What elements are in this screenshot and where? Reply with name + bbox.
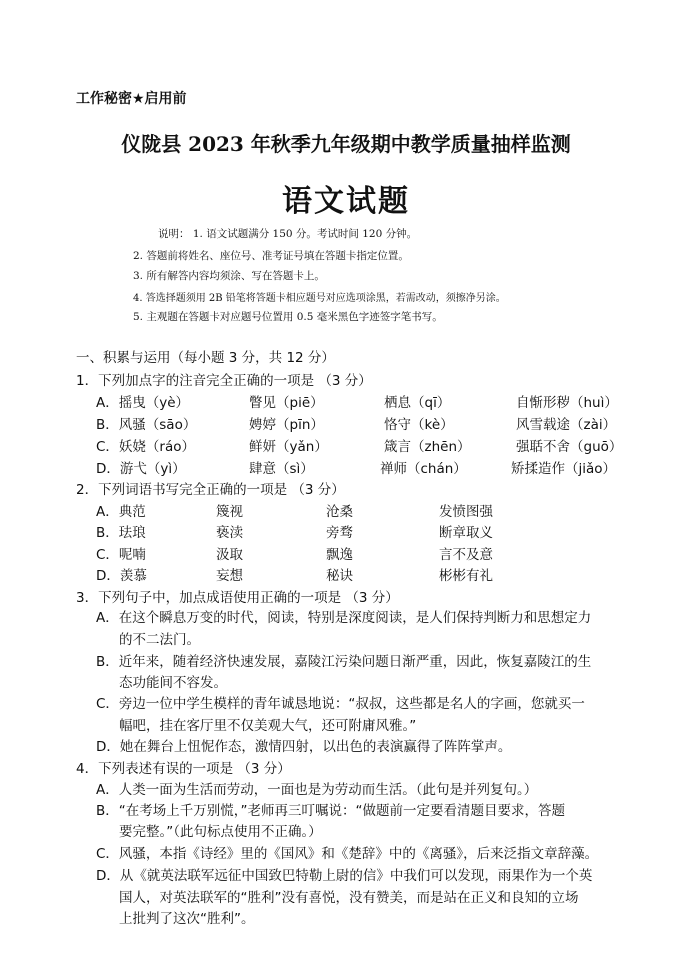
option-cell: B．珐琅 [96,525,146,541]
option-cell: 自惭形秽（huì） [516,395,618,411]
confidential-mark: 工作秘密★启用前 [76,91,187,107]
instruction-line: 2. 答题前将姓名、座位号、准考证号填在答题卡指定位置。 [133,250,409,262]
option-cell: 飘逸 [326,547,353,563]
option-cell: 风雪载途（zài） [516,417,617,433]
option-cell: 发愤图强 [439,504,493,520]
option-line: A．在这个瞬息万变的时代，阅读，特别是深度阅读，是人们保持判断力和思想定力 [96,610,592,626]
option-line: 上批判了这次“胜利”。 [119,911,255,927]
exam-title: 仪陇县 2023 年秋季九年级期中教学质量抽样监测 [121,132,571,156]
instruction-line: 5. 主观题在答题卡对应题号位置用 0.5 毫米黑色字迹签字笔书写。 [133,311,443,323]
question-stem: 4．下列表述有误的一项是 （3 分） [76,761,291,777]
option-line: A．人类一面为生活而劳动，一面也是为劳动而生活。（此句是并列复句。） [96,782,538,798]
option-cell: 亵渎 [216,525,243,541]
option-cell: B．风骚（sāo） [96,417,197,433]
option-cell: 旁骛 [326,525,353,541]
option-cell: 沧桑 [326,504,353,520]
option-cell: A．摇曳（yè） [96,395,190,411]
option-line: 要完整。”（此句标点使用不正确。） [119,824,322,840]
question-stem: 3．下列句子中，加点成语使用正确的一项是 （3 分） [76,590,399,606]
option-line: B．近年来，随着经济快速发展，嘉陵江污染问题日渐严重，因此，恢复嘉陵江的生 [96,654,592,670]
question-stem: 1．下列加点字的注音完全正确的一项是 （3 分） [76,373,372,389]
option-cell: 娉婷（pīn） [249,417,324,433]
option-line: 的不二法门。 [119,632,200,648]
option-cell: 箴言（zhēn） [384,439,471,455]
option-cell: 鲜妍（yǎn） [249,439,328,455]
instruction-line: 说明： 1. 语文试题满分 150 分。考试时间 120 分钟。 [158,228,418,240]
option-cell: 言不及意 [439,547,493,563]
option-line: 幅吧，挂在客厅里不仅美观大气，还可附庸风雅。” [119,718,417,734]
option-cell: 断章取义 [439,525,493,541]
question-stem: 2．下列词语书写完全正确的一项是 （3 分） [76,482,345,498]
instruction-line: 4. 答选择题须用 2B 铅笔将答题卡相应题号对应选项涂黑，若需改动，须擦净另涂。 [133,293,506,304]
option-cell: D．羡慕 [96,568,147,584]
option-line: D．她在舞台上忸怩作态，激情四射，以出色的表演赢得了阵阵掌声。 [96,739,512,755]
instruction-line: 3. 所有解答内容均须涂、写在答题卡上。 [133,270,325,282]
section-heading: 一、积累与运用（每小题 3 分，共 12 分） [76,350,335,366]
option-line: C．风骚，本指《诗经》里的《国风》和《楚辞》中的《离骚》，后来泛指文章辞藻。 [96,846,599,862]
option-line: 态功能间不容发。 [119,675,227,691]
option-cell: 强聒不舍（guō） [516,439,623,455]
option-cell: 肆意（sì） [249,461,314,477]
option-cell: 汲取 [216,547,243,563]
option-cell: 栖息（qī） [384,395,451,411]
option-cell: 矫揉造作（jiǎo） [511,461,617,477]
option-cell: 妄想 [216,568,243,584]
exam-subtitle: 语文试题 [282,184,410,219]
option-cell: 篾视 [216,504,243,520]
option-cell: C．妖娆（ráo） [96,439,196,455]
option-cell: 秘诀 [326,568,353,584]
option-line: C．旁边一位中学生模样的青年诚恳地说：“叔叔，这些都是名人的字画，您就买一 [96,696,585,712]
option-line: B．“在考场上千万别慌，”老师再三叮嘱说：“做题前一定要看清题目要求，答题 [96,803,565,819]
option-line: 国人，对英法联军的“胜利”没有喜悦，没有赞美，而是站在正义和良知的立场 [119,890,579,906]
option-cell: 禅师（chán） [380,461,467,477]
option-cell: 恪守（kè） [384,417,454,433]
option-line: D．从《就英法联军远征中国致巴特勒上尉的信》中我们可以发现，雨果作为一个英 [96,868,593,884]
option-cell: C．呢喃 [96,547,146,563]
option-cell: A．典范 [96,504,146,520]
option-cell: D．游弋（yì） [96,461,186,477]
option-cell: 瞥见（piē） [249,395,324,411]
option-cell: 彬彬有礼 [439,568,493,584]
